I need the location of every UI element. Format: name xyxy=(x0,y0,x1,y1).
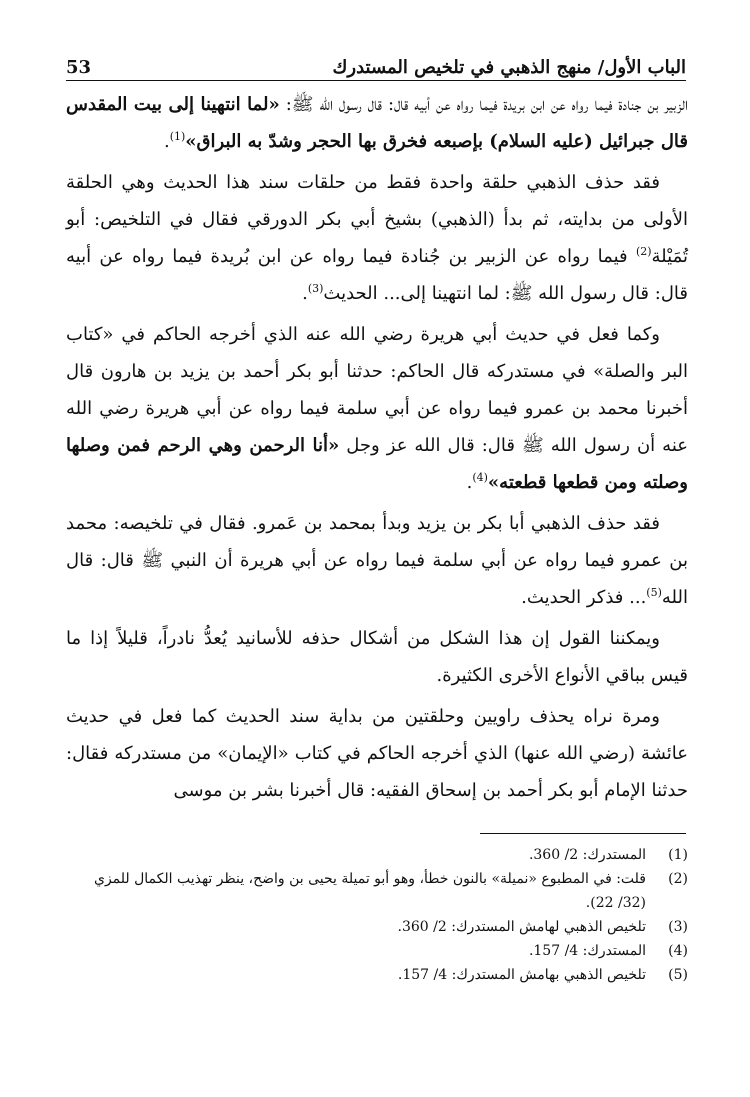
paragraph-3 xyxy=(66,316,688,501)
footnote-ref: (5) xyxy=(646,586,662,599)
footnote-text: المستدرك: 4/ 157. xyxy=(528,943,646,959)
paragraph-text: فقد حذف الذهبي حلقة واحدة فقط من حلقات سند هذا الحديث وهي الحلقة الأولى من بدايته، ثم بدأ (الذهبي) بشيخ أبي بكر الدورقي فقال في التلخيص: أبو تُمَيْلة xyxy=(66,172,688,267)
paragraph-2 xyxy=(66,164,688,312)
main-text xyxy=(66,86,688,809)
footnote-ref: (1) xyxy=(169,130,186,143)
footnote-text: تلخيص الذهبي لهامش المستدرك: 2/ 360. xyxy=(397,919,646,935)
paragraph-1 xyxy=(66,86,688,160)
paragraph-text: ومرة نراه يحذف راويين وحلقتين من بداية سند الحديث كما فعل في حديث عائشة (رضي الله عنها) الذي أخرجه الحاكم في كتاب «الإيمان» من مستدركه فقال: حدثنا الإمام أبو بكر أحمد بن إسحاق الفقيه: قال أخبرنا بشر بن موسى xyxy=(66,706,688,801)
footnote-separator xyxy=(480,833,686,834)
footnote-text: قلت: في المطبوع «نميلة» بالنون خطأ، وهو أبو تميلة يحيى بن واضح، ينظر تهذيب الكمال للمزي (32/ 22). xyxy=(93,871,646,911)
paragraph-text: الزبير بن جنادة فيما رواه عن ابن بريدة فيما رواه عن أبيه قال: قال رسول الله ﷺ: xyxy=(279,94,688,115)
footnote-text: المستدرك: 2/ 360. xyxy=(528,847,646,863)
footnote-item xyxy=(66,939,688,963)
hadith-quote: «لما انتهينا إلى بيت المقدس قال جبرائيل (عليه السلام) بإصبعه فخرق بها الحجر وشدّ به البراق» xyxy=(66,94,688,152)
footnote-ref: (4) xyxy=(472,471,488,484)
footnote-ref: (2) xyxy=(635,245,652,258)
running-title: الباب الأول/ منهج الذهبي في تلخيص المستدرك xyxy=(332,57,686,78)
footnote-number: (5) xyxy=(668,967,688,983)
paragraph-5 xyxy=(66,620,688,694)
paragraph-6 xyxy=(66,698,688,809)
footnote-text: تلخيص الذهبي بهامش المستدرك: 4/ 157. xyxy=(397,967,646,983)
paragraph-text: ... فذكر الحديث. xyxy=(521,587,647,608)
running-head xyxy=(66,38,686,82)
footnote-item xyxy=(66,843,688,867)
footnotes xyxy=(66,843,688,987)
paragraph-end: . xyxy=(466,472,473,493)
paragraph-4 xyxy=(66,505,688,616)
page-number: 53 xyxy=(66,57,92,78)
paragraph-end: . xyxy=(163,131,170,152)
hadith-quote: «أنا الرحمن وهي الرحم فمن وصلها وصلته ومن قطعها قطعته» xyxy=(66,435,688,493)
footnote-number: (3) xyxy=(668,919,688,935)
paragraph-end: . xyxy=(302,283,308,304)
paragraph-text: وكما فعل في حديث أبي هريرة رضي الله عنه الذي أخرجه الحاكم في «كتاب البر والصلة» في مستدركه قال الحاكم: حدثنا أبو بكر أحمد بن يزيد بن هارون قال أخبرنا محمد بن عمرو فيما رواه عن أبي سلمة فيما رواه عن أبي هريرة رضي الله عنه أن رسول الله ﷺ قال: قال الله عز وجل xyxy=(66,324,688,456)
footnote-number: (1) xyxy=(668,847,688,863)
footnote-number: (2) xyxy=(668,871,688,887)
footnote-item xyxy=(66,867,688,915)
footnote-item xyxy=(66,963,688,987)
footnote-ref: (3) xyxy=(307,282,324,295)
paragraph-text: ويمكننا القول إن هذا الشكل من أشكال حذفه للأسانيد يُعدُّ نادراً، قليلاً إذا ما قيس بباقي الأنواع الأخرى الكثيرة. xyxy=(66,628,688,686)
paragraph-text: فقد حذف الذهبي أبا بكر بن يزيد وبدأ بمحمد بن عَمرو. فقال في تلخيصه: محمد بن عمرو فيما رواه عن أبي سلمة فيما رواه عن أبي هريرة أن النبي ﷺ قال: قال الله xyxy=(66,513,688,608)
paragraph-text: فيما رواه عن الزبير بن جُنادة فيما رواه عن ابن بُريدة فيما رواه عن أبيه قال: قال رسول الله ﷺ: لما انتهينا إلى... الحديث xyxy=(66,246,688,304)
header-rule xyxy=(66,80,686,81)
footnote-item xyxy=(66,915,688,939)
footnote-number: (4) xyxy=(668,943,688,959)
